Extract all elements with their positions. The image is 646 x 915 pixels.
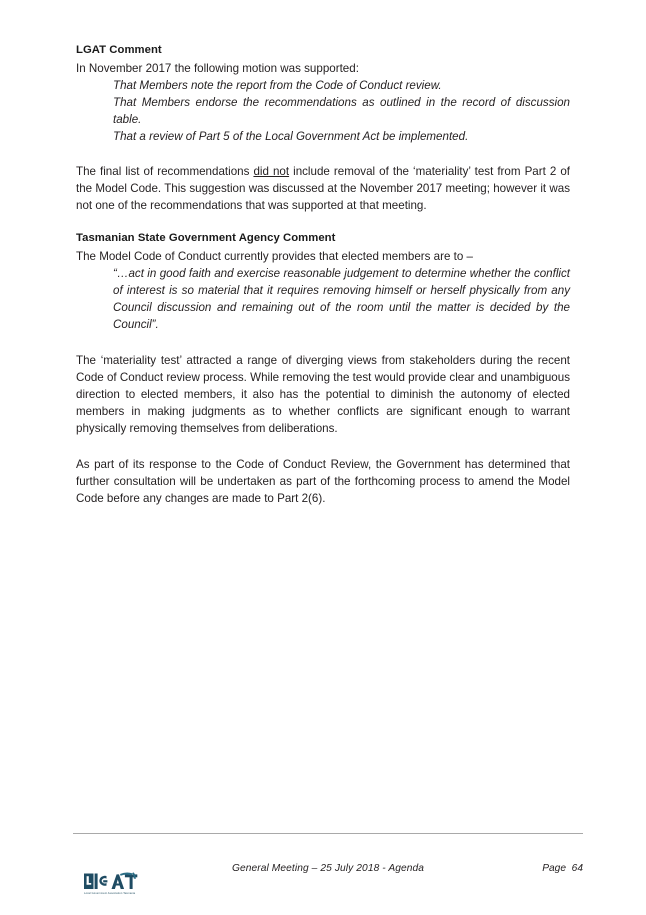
footer-meeting-title: General Meeting – 25 July 2018 - Agenda <box>231 863 425 874</box>
spacer <box>76 334 570 352</box>
lgat-intro-paragraph: In November 2017 the following motion was supported: <box>76 61 359 75</box>
emphasis-did-not: did not <box>253 164 290 178</box>
spacer <box>76 438 570 456</box>
lgat-body-text-after: include removal of the ‘materiality’ test from Part 2 of the Model Code. This suggestion was discussed at the November 2017 meeting; however it was not one of the recommendations that was supported at that meeting. <box>76 164 571 212</box>
page-footer <box>0 833 646 915</box>
lgat-body-paragraph <box>76 163 570 215</box>
lgat-motion-quote-2: That Members endorse the recommendations as outlined in the record of discussion table. <box>113 95 570 127</box>
lgat-motion-quote-1: That Members note the report from the Code of Conduct review. <box>113 78 442 92</box>
materiality-test-paragraph: The ‘materiality test’ attracted a range of diverging views from stakeholders during the recent Code of Conduct review process. While removing the test would provide clear and unambiguous direction to elected members, it also has the potential to diminish the autonomy of elected members in making judgments as to whether conflicts are significant enough to warrant physically removing themselves from deliberations. <box>76 353 570 436</box>
lgat-motion-quote-3: That a review of Part 5 of the Local Government Act be implemented. <box>113 130 469 144</box>
government-response-paragraph: As part of its response to the Code of Conduct Review, the Government has determined that further consultation will be undertaken as part of the forthcoming process to amend the Model Code before any changes are made to Part 2(6). <box>76 457 570 506</box>
spacer <box>76 146 570 163</box>
tas-gov-code-quote: “…act in good faith and exercise reasonable judgement to determine whether the conflict of interest is so material that it requires removing himself or herself physically from any Council discussion and remaining out of the room until the matter is decided by the Council”. <box>113 266 570 332</box>
page-content <box>76 42 570 507</box>
lgat-body-text-before: The final list of recommendations <box>76 164 254 178</box>
section-heading-tas-gov-comment: Tasmanian State Government Agency Comment <box>76 232 336 245</box>
spacer <box>76 214 570 230</box>
section-heading-lgat-comment: LGAT Comment <box>76 44 162 56</box>
lgat-logo-subtitle: Local Government Association Tasmania <box>84 892 136 895</box>
footer-page-number: Page 64 <box>542 863 583 874</box>
tas-gov-intro-paragraph: The Model Code of Conduct currently provides that elected members are to – <box>76 249 473 263</box>
footer-row <box>73 854 583 894</box>
footer-divider <box>73 833 583 834</box>
